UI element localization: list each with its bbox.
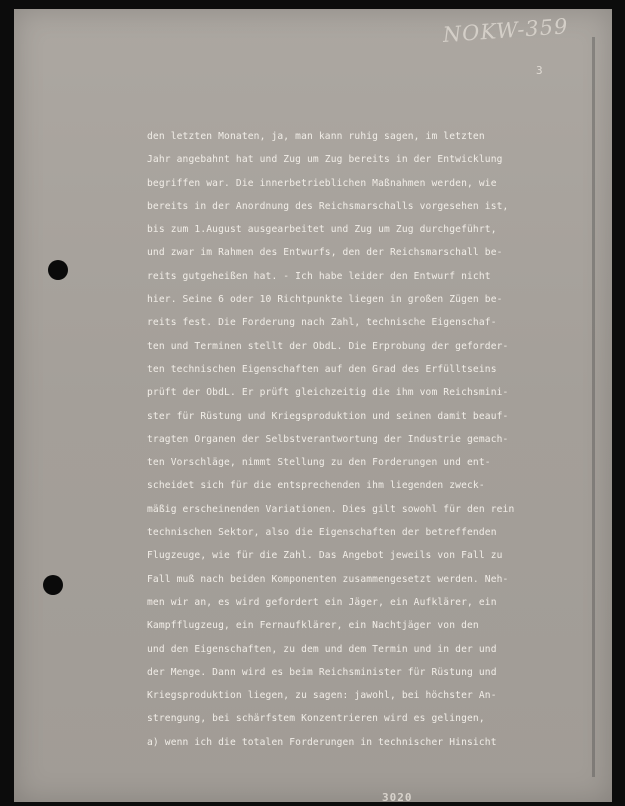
text-line: mäßig erscheinenden Variationen. Dies gilt sowohl für den rein bbox=[147, 503, 515, 515]
text-line: Fall muß nach beiden Komponenten zusammengesetzt werden. Neh- bbox=[147, 573, 509, 585]
text-line: und zwar im Rahmen des Entwurfs, den der Reichsmarschall be- bbox=[147, 247, 503, 259]
text-line: bis zum 1.August ausgearbeitet und Zug um Zug durchgeführt, bbox=[147, 224, 497, 236]
text-line: tragten Organen der Selbstverantwortung der Industrie gemach- bbox=[147, 433, 509, 445]
punch-hole bbox=[43, 575, 63, 595]
punch-hole bbox=[48, 260, 68, 280]
text-line: Kriegsproduktion liegen, zu sagen: jawohl, bei höchster An- bbox=[147, 690, 497, 702]
text-line: scheidet sich für die entsprechenden ihm liegenden zweck- bbox=[147, 480, 485, 492]
text-line: Jahr angebahnt hat und Zug um Zug bereits in der Entwicklung bbox=[147, 154, 503, 166]
document-page bbox=[14, 9, 612, 802]
text-line: a) wenn ich die totalen Forderungen in technischer Hinsicht bbox=[147, 736, 497, 748]
text-line: reits gutgeheißen hat. - Ich habe leider den Entwurf nicht bbox=[147, 270, 491, 282]
text-line: begriffen war. Die innerbetrieblichen Maßnahmen werden, wie bbox=[147, 177, 497, 189]
text-line: technischen Sektor, also die Eigenschaften der betreffenden bbox=[147, 527, 497, 539]
footer-stamp-number: 3020 bbox=[382, 791, 413, 804]
text-line: Kampfflugzeug, ein Fernaufklärer, ein Nachtjäger von den bbox=[147, 620, 479, 632]
body-text bbox=[147, 125, 577, 754]
text-line: reits fest. Die Forderung nach Zahl, technische Eigenschaf- bbox=[147, 317, 497, 329]
text-line: strengung, bei schärfstem Konzentrieren wird es gelingen, bbox=[147, 713, 485, 725]
handwritten-reference: NOKW-359 bbox=[442, 14, 570, 47]
page-edge-shadow bbox=[592, 37, 595, 777]
text-line: ten und Terminen stellt der ObdL. Die Erprobung der geforder- bbox=[147, 340, 509, 352]
text-line: ten technischen Eigenschaften auf den Grad des Erfülltseins bbox=[147, 363, 497, 375]
text-line: ster für Rüstung und Kriegsproduktion und seinen damit beauf- bbox=[147, 410, 509, 422]
text-line: ten Vorschläge, nimmt Stellung zu den Forderungen und ent- bbox=[147, 457, 491, 469]
text-line: bereits in der Anordnung des Reichsmarschalls vorgesehen ist, bbox=[147, 200, 509, 212]
text-line: Flugzeuge, wie für die Zahl. Das Angebot jeweils von Fall zu bbox=[147, 550, 503, 562]
text-line: men wir an, es wird gefordert ein Jäger, ein Aufklärer, ein bbox=[147, 596, 497, 608]
text-line: der Menge. Dann wird es beim Reichsminister für Rüstung und bbox=[147, 666, 497, 678]
text-line: den letzten Monaten, ja, man kann ruhig sagen, im letzten bbox=[147, 131, 485, 142]
page-number: 3 bbox=[536, 64, 543, 77]
text-line: und den Eigenschaften, zu dem und dem Termin und in der und bbox=[147, 643, 497, 655]
text-line: hier. Seine 6 oder 10 Richtpunkte liegen in großen Zügen be- bbox=[147, 294, 503, 306]
text-line: prüft der ObdL. Er prüft gleichzeitig die ihm vom Reichsmini- bbox=[147, 387, 509, 399]
